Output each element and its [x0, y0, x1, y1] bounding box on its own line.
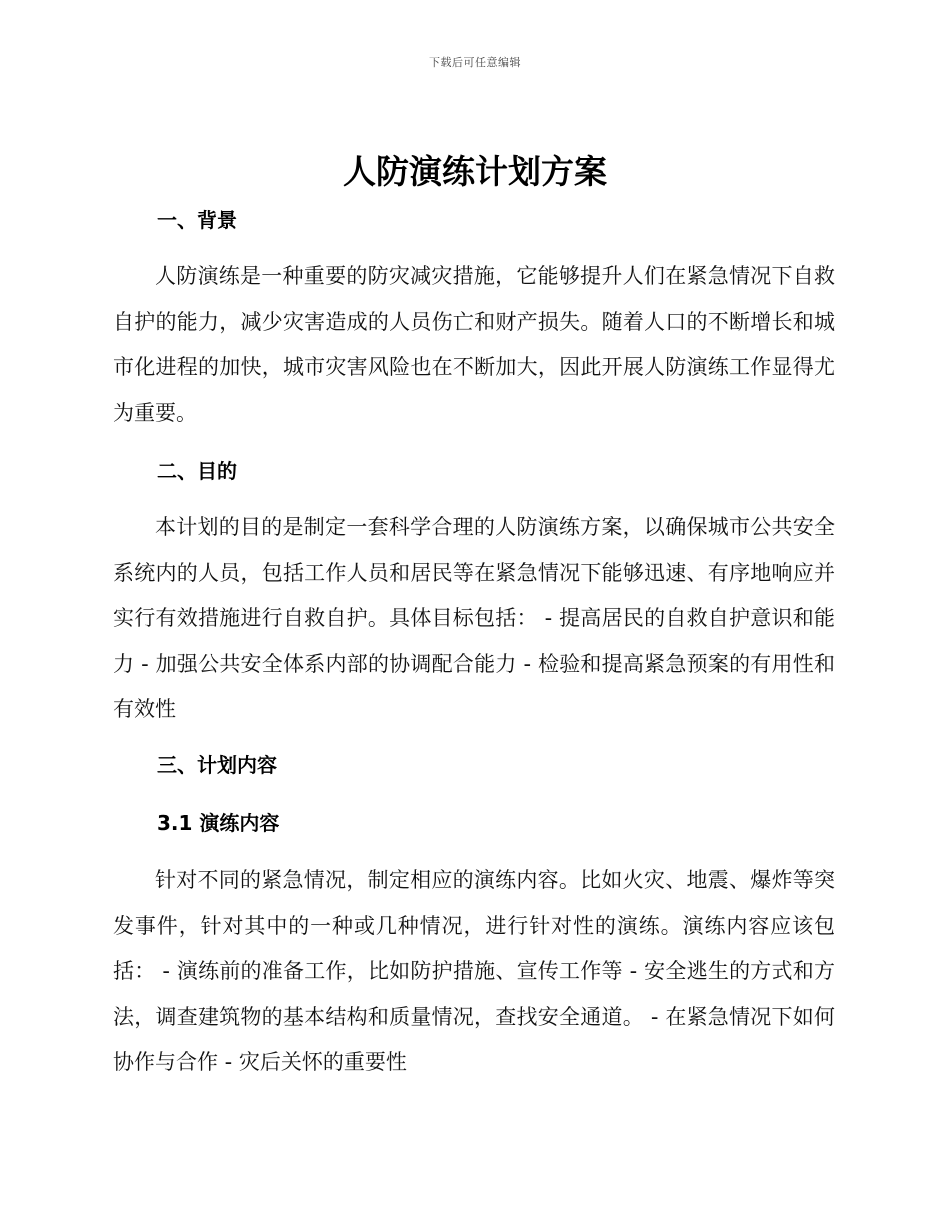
section-paragraph-purpose: 本计划的目的是制定一套科学合理的人防演练方案，以确保城市公共安全系统内的人员，包括工作人员和居民等在紧急情况下能够迅速、有序地响应并实行有效措施进行自救自护。具体目标包括： - 提高居民的自救自护意识和能力 - 加强公共安全体系内部的协调配合能力 - 检验和提高紧急预案的有用性和有效性	[113, 515, 835, 721]
subsection-heading-drill-content: 3.1 演练内容	[157, 811, 280, 835]
section-heading-purpose: 二、目的	[157, 459, 237, 483]
page-header-note: 下载后可任意编辑	[429, 56, 521, 69]
subsection-paragraph-drill-content: 针对不同的紧急情况，制定相应的演练内容。比如火灾、地震、爆炸等突发事件，针对其中的一种或几种情况，进行针对性的演练。演练内容应该包括： - 演练前的准备工作，比如防护措施、宣传工作等 - 安全逃生的方式和方法，调查建筑物的基本结构和质量情况，查找安全通道。 - 在紧急情况下如何协作与合作 - 灾后关怀的重要性	[113, 868, 835, 1074]
section-heading-plan-content: 三、计划内容	[157, 753, 277, 777]
document-title: 人防演练计划方案	[343, 152, 607, 191]
section-heading-background: 一、背景	[157, 208, 237, 232]
section-paragraph-background: 人防演练是一种重要的防灾减灾措施，它能够提升人们在紧急情况下自救自护的能力，减少灾害造成的人员伤亡和财产损失。随着人口的不断增长和城市化进程的加快，城市灾害风险也在不断加大，因此开展人防演练工作显得尤为重要。	[113, 264, 835, 425]
